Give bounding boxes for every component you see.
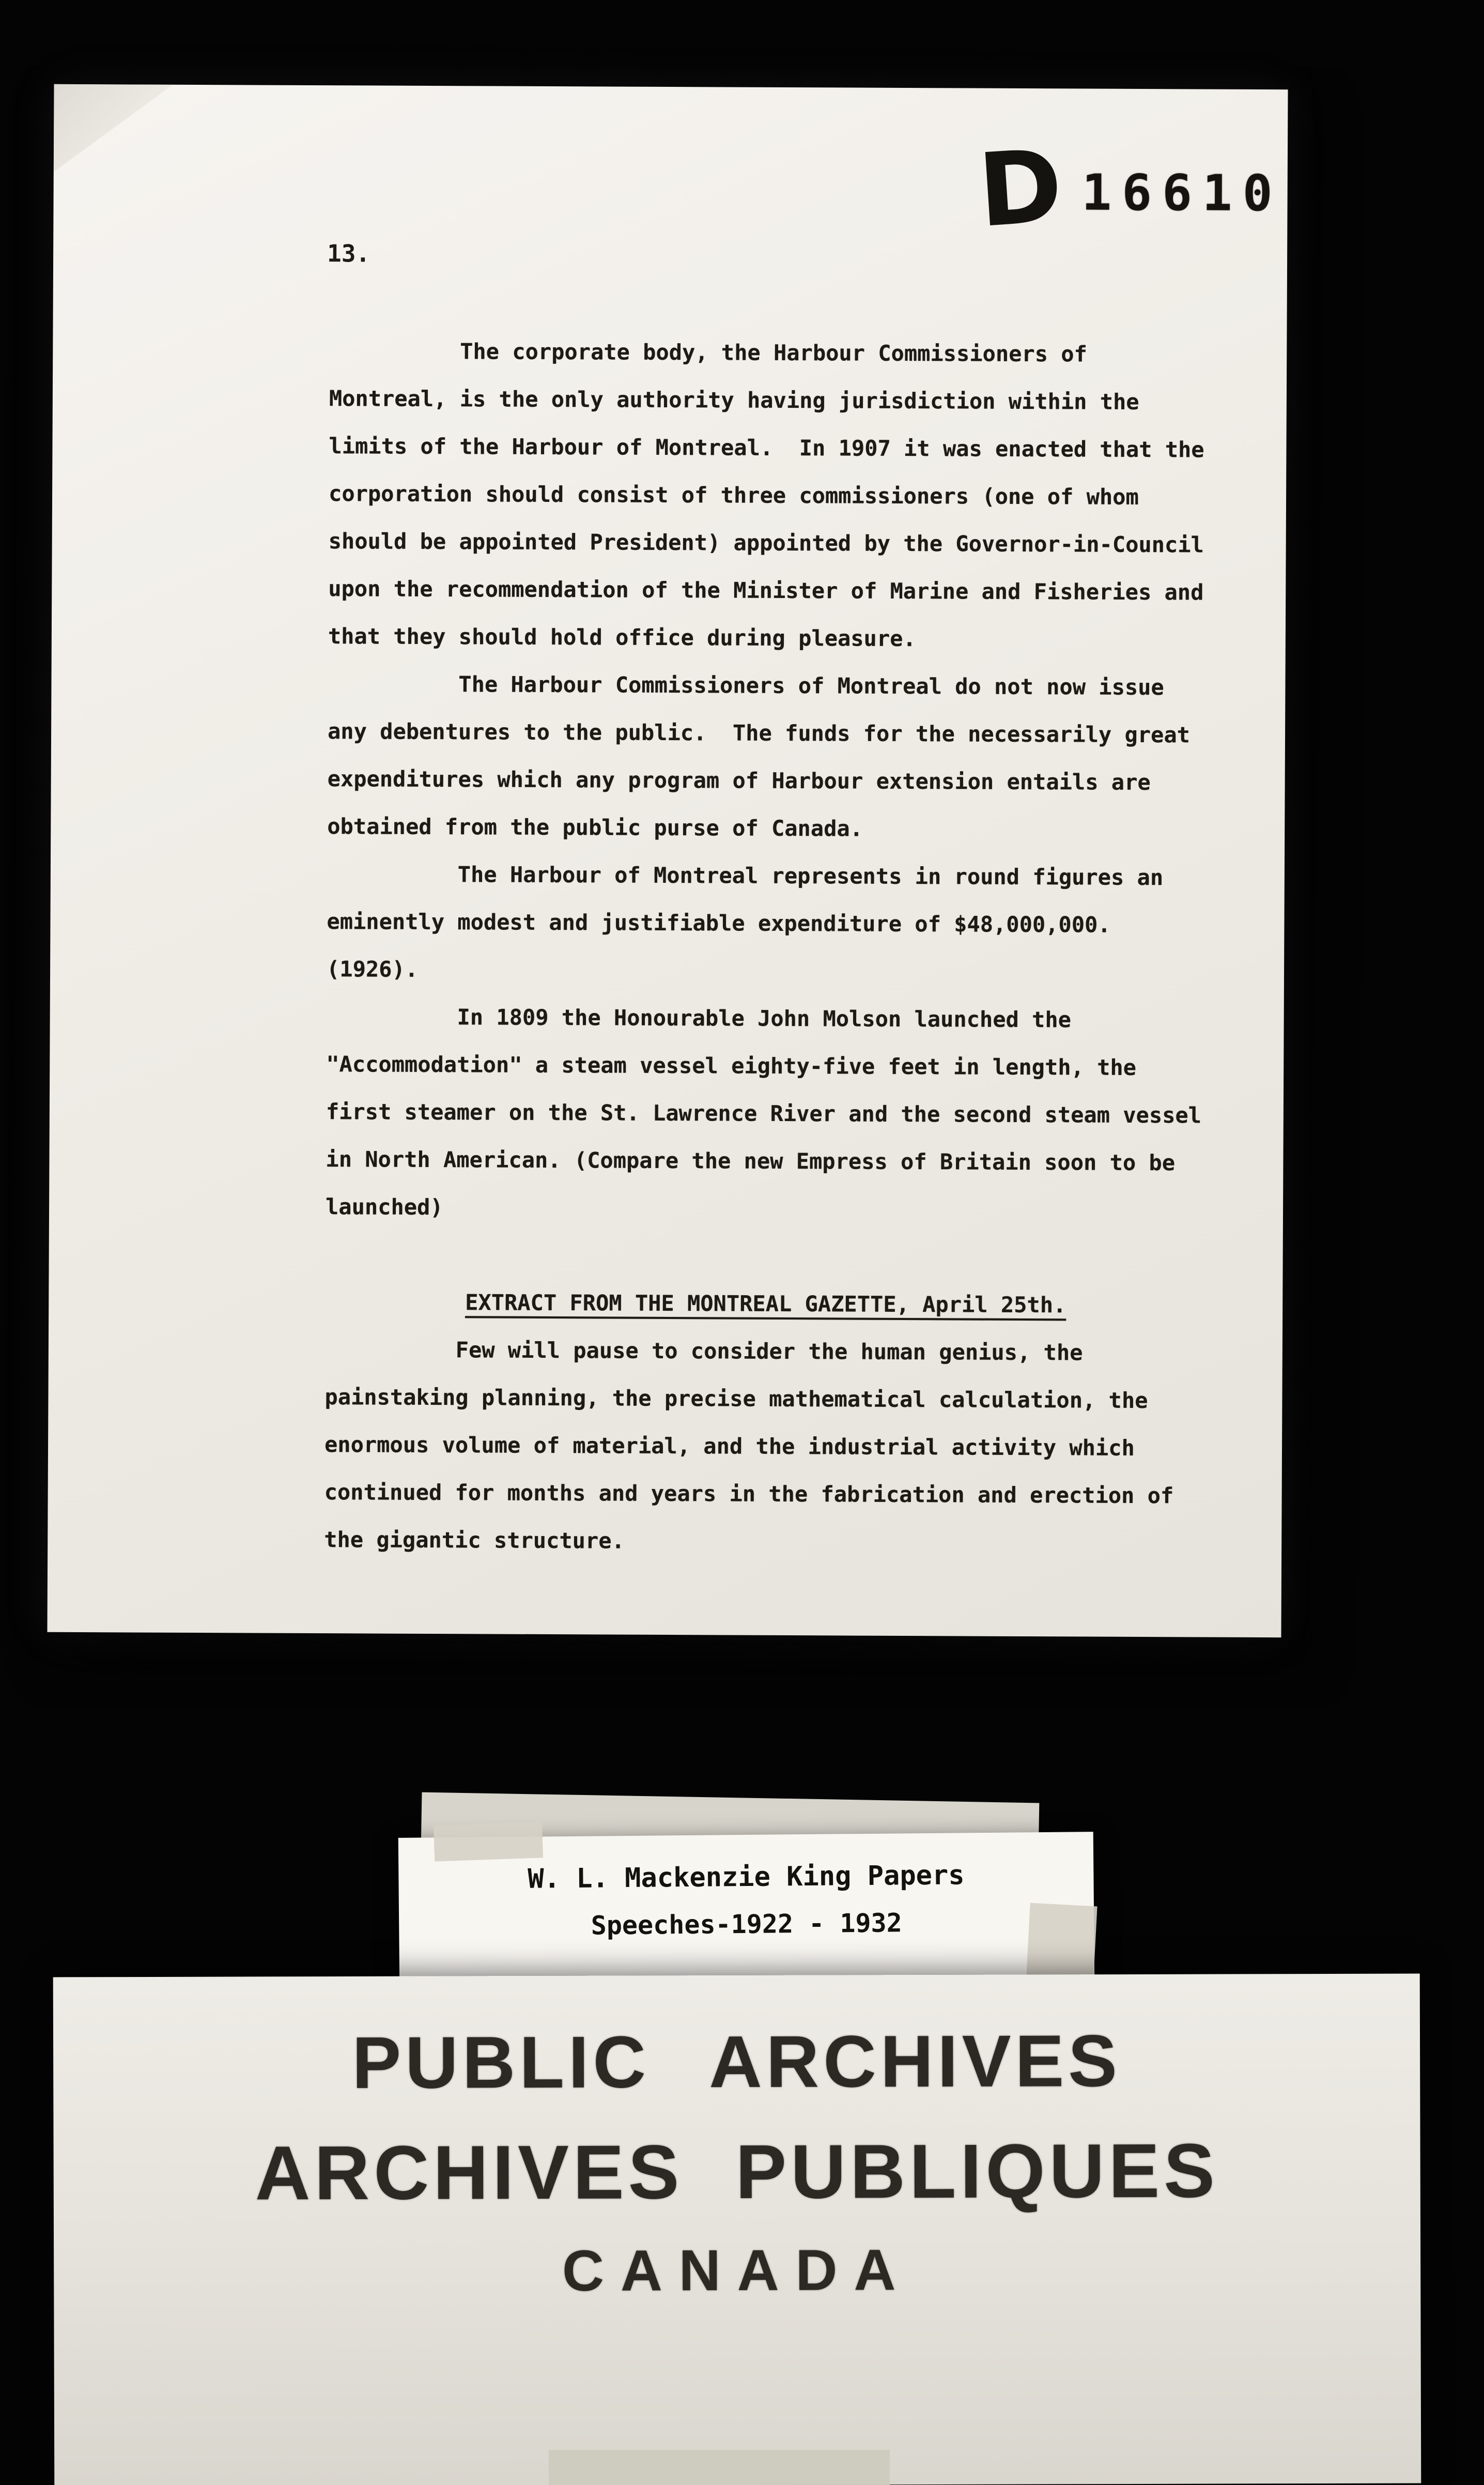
archives-stamp-canada: CANADA: [562, 2237, 913, 2303]
collection-title: W. L. Mackenzie King Papers: [528, 1860, 965, 1895]
archives-stamp-french: ARCHIVES PUBLIQUES: [255, 2128, 1219, 2216]
tape-piece: [434, 1821, 543, 1861]
stamp-letter-d: D: [975, 127, 1066, 250]
archives-stamp-english: PUBLIC ARCHIVES: [352, 2020, 1122, 2104]
paragraph: In 1809 the Honourable John Molson launched the "Accommodation" a steam vessel eighty-five feet in length, the first steamer on the St. Lawrence River and the second steam vessel in North American. (Compare the new Empress of Britain soon to be launched): [325, 1004, 1215, 1220]
tape-piece: [549, 2450, 890, 2485]
paragraph: Few will pause to consider the human genius, the painstaking planning, the precise mathematical calculation, the enormous volume of material, and the industrial activity which continued for months and years in the fabrication and erection of the gigantic structure.: [324, 1337, 1187, 1554]
collection-date-range: Speeches-1922 - 1932: [591, 1908, 902, 1941]
public-archives-stamp-card: [53, 1974, 1421, 2485]
paragraph: The Harbour of Montreal represents in round figures an eminently modest and justifiable expenditure of $48,000,000. (1926).: [326, 862, 1177, 982]
page-number: 13.: [327, 239, 370, 268]
archive-id-stamp: [975, 127, 1283, 250]
paragraph: The Harbour Commissioners of Montreal do not now issue any debentures to the public. The funds for the necessarily great expenditures which any program of Harbour extension entails are obtained from the public purse of Canada.: [327, 671, 1203, 841]
stamp-number: 16610: [1081, 163, 1283, 222]
paragraph: The corporate body, the Harbour Commissioners of Montreal, is the only authority having jurisdiction within the limits of the Harbour of Montreal. In 1907 it was enacted that the corporation should consist of three commissioners (one of whom should be appointed President) appointed by the Governor-in-Council upon the recommendation of the Minister of Marine and Fisheries and that they should hold office during pleasure.: [328, 339, 1218, 652]
section-heading-text: EXTRACT FROM THE MONTREAL GAZETTE, April 25th.: [465, 1290, 1066, 1318]
page-corner-fold: [54, 84, 173, 173]
document-page: [47, 84, 1288, 1637]
tape-piece: [1026, 1903, 1097, 1979]
document-body: [324, 327, 1218, 1567]
section-heading: [325, 1278, 1206, 1329]
